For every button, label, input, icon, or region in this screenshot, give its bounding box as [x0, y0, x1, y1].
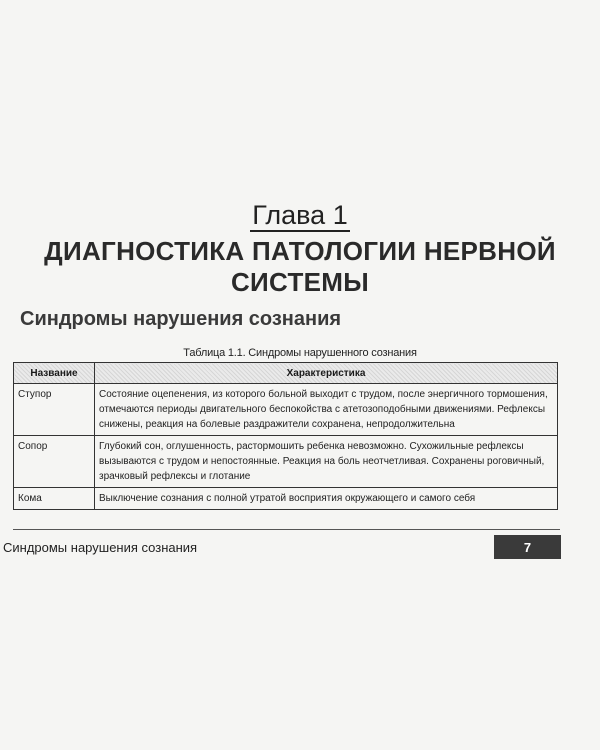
- table-row: [14, 436, 558, 488]
- table-caption: Таблица 1.1. Синдромы нарушенного сознания: [183, 347, 417, 359]
- header-name: Название: [14, 363, 95, 384]
- row-name: Сопор: [14, 436, 95, 488]
- row-description: Выключение сознания с полной утратой восприятия окружающего и самого себя: [95, 488, 558, 510]
- chapter-label-text: Глава 1: [252, 200, 348, 230]
- table-row: [14, 488, 558, 510]
- row-name: Ступор: [14, 384, 95, 436]
- page-number: 7: [494, 535, 561, 559]
- chapter-title: [20, 236, 580, 298]
- table-row: [14, 384, 558, 436]
- row-name: Кома: [14, 488, 95, 510]
- syndromes-table: [13, 362, 558, 510]
- chapter-title-line-2: СИСТЕМЫ: [230, 267, 370, 297]
- footer-divider: [13, 529, 560, 530]
- header-characteristic: Характеристика: [95, 363, 558, 384]
- section-title: Синдромы нарушения сознания: [20, 308, 342, 330]
- running-title: Синдромы нарушения сознания: [3, 540, 198, 555]
- table-header-row: [14, 363, 558, 384]
- row-description: Глубокий сон, оглушенность, растормошить ребенка невозможно. Сухожильные рефлексы вызываются с трудом и непостоянные. Реакция на боль неотчетливая. Сохранены роговичный, зрачковый рефлексы и глотание: [95, 436, 558, 488]
- chapter-label: [0, 200, 600, 231]
- row-description: Состояние оцепенения, из которого больной выходит с трудом, после энергичного тормошения, отмечаются периоды двигательного беспокойства с атетозоподобными движениями. Рефлексы снижены, реакция на болевые раздражители сохранена, непродолжительна: [95, 384, 558, 436]
- chapter-title-line-1: ДИАГНОСТИКА ПАТОЛОГИИ НЕРВНОЙ: [44, 236, 556, 266]
